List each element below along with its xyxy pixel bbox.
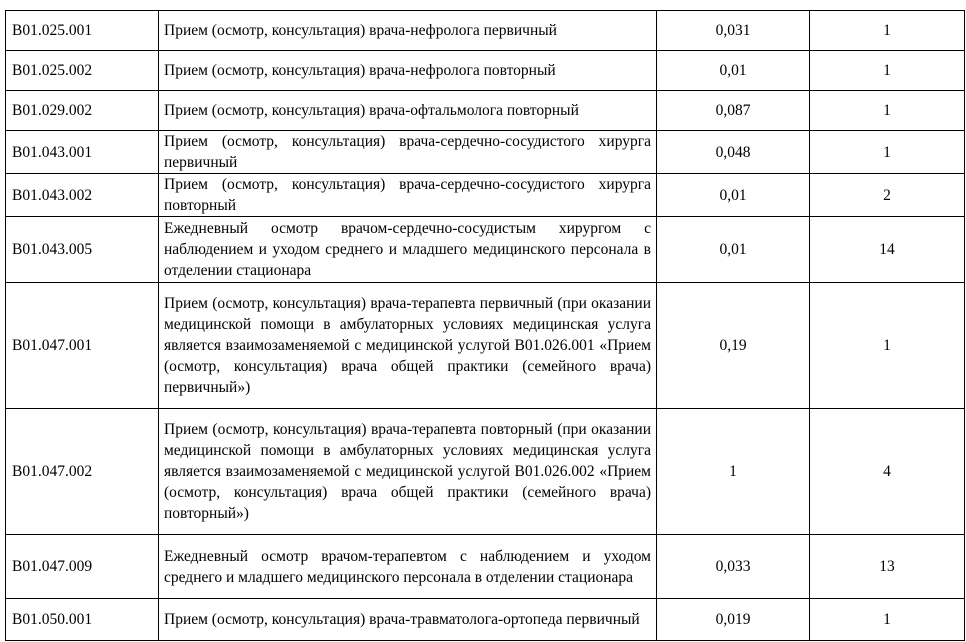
quantity-value: 1 — [810, 283, 965, 409]
service-code: B01.029.002 — [6, 91, 159, 131]
service-code: B01.047.002 — [6, 409, 159, 535]
table-row — [6, 217, 965, 283]
frequency-value: 0,031 — [657, 11, 810, 51]
service-name: Прием (осмотр, консультация) врача-нефролога повторный — [159, 51, 657, 91]
service-name: Прием (осмотр, консультация) врача-офтальмолога повторный — [159, 91, 657, 131]
service-code: B01.047.001 — [6, 283, 159, 409]
service-name: Прием (осмотр, консультация) врача-терапевта повторный (при оказании медицинской помощи в амбулаторных условиях медицинская услуга является взаимозаменяемой с медицинской услугой B01.026.002 «Прием (осмотр, консультация) врача общей практики (семейного врача) повторный») — [159, 409, 657, 535]
quantity-value: 1 — [810, 91, 965, 131]
frequency-value: 0,01 — [657, 174, 810, 217]
quantity-value: 1 — [810, 51, 965, 91]
quantity-value: 1 — [810, 599, 965, 641]
table-row — [6, 131, 965, 174]
service-code: B01.047.009 — [6, 535, 159, 599]
service-name: Прием (осмотр, консультация) врача-травматолога-ортопеда первичный — [159, 599, 657, 641]
table-row — [6, 174, 965, 217]
table-row — [6, 599, 965, 641]
table-row — [6, 283, 965, 409]
service-code: B01.043.002 — [6, 174, 159, 217]
service-code: B01.025.002 — [6, 51, 159, 91]
service-name: Прием (осмотр, консультация) врача-терапевта первичный (при оказании медицинской помощи в амбулаторных условиях медицинская услуга является взаимозаменяемой с медицинской услугой B01.026.001 «Прием (осмотр, консультация) врача общей практики (семейного врача) первичный») — [159, 283, 657, 409]
quantity-value: 1 — [810, 131, 965, 174]
frequency-value: 1 — [657, 409, 810, 535]
service-name: Ежедневный осмотр врачом-сердечно-сосудистым хирургом с наблюдением и уходом среднего и младшего медицинского персонала в отделении стационара — [159, 217, 657, 283]
service-name: Прием (осмотр, консультация) врача-сердечно-сосудистого хирурга первичный — [159, 131, 657, 174]
service-name: Прием (осмотр, консультация) врача-сердечно-сосудистого хирурга повторный — [159, 174, 657, 217]
service-code: B01.050.001 — [6, 599, 159, 641]
table-row — [6, 409, 965, 535]
frequency-value: 0,033 — [657, 535, 810, 599]
quantity-value: 1 — [810, 11, 965, 51]
table-row — [6, 91, 965, 131]
service-name: Ежедневный осмотр врачом-терапевтом с наблюдением и уходом среднего и младшего медицинского персонала в отделении стационара — [159, 535, 657, 599]
frequency-value: 0,01 — [657, 217, 810, 283]
table-row — [6, 11, 965, 51]
table-row — [6, 535, 965, 599]
service-code: B01.025.001 — [6, 11, 159, 51]
service-code: B01.043.005 — [6, 217, 159, 283]
quantity-value: 13 — [810, 535, 965, 599]
frequency-value: 0,01 — [657, 51, 810, 91]
quantity-value: 2 — [810, 174, 965, 217]
quantity-value: 14 — [810, 217, 965, 283]
service-name: Прием (осмотр, консультация) врача-нефролога первичный — [159, 11, 657, 51]
frequency-value: 0,19 — [657, 283, 810, 409]
service-code: B01.043.001 — [6, 131, 159, 174]
frequency-value: 0,048 — [657, 131, 810, 174]
frequency-value: 0,087 — [657, 91, 810, 131]
services-table — [5, 10, 965, 641]
quantity-value: 4 — [810, 409, 965, 535]
frequency-value: 0,019 — [657, 599, 810, 641]
table-row — [6, 51, 965, 91]
